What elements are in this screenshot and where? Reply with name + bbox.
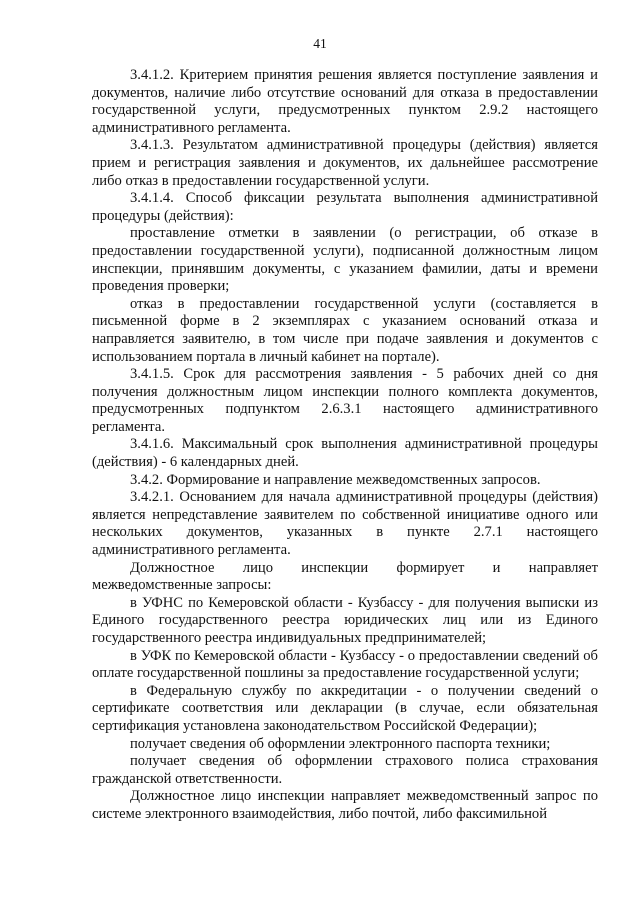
paragraph-request-ufns: в УФНС по Кемеровской области - Кузбассу - для получения выписки из Единого государственного реестра юридических лиц или из Единого государственного реестра индивидуальных предпринимателей; (92, 594, 598, 646)
paragraph-insurance-info: получает сведения об оформлении страхового полиса страхования гражданской ответственности. (92, 753, 598, 787)
paragraph-3-4-1-4: 3.4.1.4. Способ фиксации результата выполнения административной процедуры (действия): (92, 190, 598, 224)
paragraph-3-4-1-2: 3.4.1.2. Критерием принятия решения является поступление заявления и документов, наличие либо отсутствие оснований для отказа в предоставлении государственной услуги, предусмотренных пунктом 2.9.2 настоящего административного регламента. (92, 67, 598, 136)
paragraph-3-4-2-1: 3.4.2.1. Основанием для начала административной процедуры (действия) является непредставление заявителем по собственной инициативе одного или нескольких документов, указанных в пункте 2.7.1 настоящего административного регламента. (92, 489, 598, 559)
paragraph-official-requests: Должностное лицо инспекции формирует и направляет межведомственные запросы: (92, 559, 598, 594)
paragraph-request-channel: Должностное лицо инспекции направляет межведомственный запрос по системе электронного взаимодействия, либо почтой, либо факсимильной (92, 788, 598, 822)
paragraph-passport-info: получает сведения об оформлении электронного паспорта техники; (130, 735, 551, 752)
paragraph-fixation-mark: проставление отметки в заявлении (о регистрации, об отказе в предоставлении государственной услуги), подписанной должностным лицом инспекции, принявшим документы, с указанием фамилии, даты и времени проведения проверки; (92, 225, 598, 295)
paragraph-fixation-refusal: отказ в предоставлении государственной услуги (составляется в письменной форме в 2 экземплярах с указанием оснований отказа и направляется заявителю, в том числе при подаче заявления и документов с использованием портала в личный кабинет на портале). (92, 295, 598, 365)
page-number: 41 (313, 36, 327, 51)
paragraph-3-4-2: 3.4.2. Формирование и направление межведомственных запросов. (130, 471, 541, 488)
paragraph-3-4-1-3: 3.4.1.3. Результатом административной процедуры (действия) является прием и регистрация заявления и документов, их дальнейшее рассмотрение либо отказ в предоставлении государственной услуги. (92, 137, 598, 189)
page-body (92, 67, 598, 824)
paragraph-3-4-1-6: 3.4.1.6. Максимальный срок выполнения административной процедуры (действия) - 6 календарных дней. (92, 436, 598, 471)
paragraph-request-ufk: в УФК по Кемеровской области - Кузбассу - о предоставлении сведений об оплате государственной пошлины за предоставление государственной услуги; (92, 647, 598, 682)
paragraph-3-4-1-5: 3.4.1.5. Срок для рассмотрения заявления - 5 рабочих дней со дня получения должностным лицом инспекции полного комплекта документов, предусмотренных подпунктом 2.6.3.1 настоящего административного регламента. (92, 366, 598, 435)
paragraph-request-accreditation: в Федеральную службу по аккредитации - о получении сведений о сертификате соответствия или декларации (в случае, если обязательная сертификация установлена законодательством Российской Федерации); (92, 682, 598, 734)
